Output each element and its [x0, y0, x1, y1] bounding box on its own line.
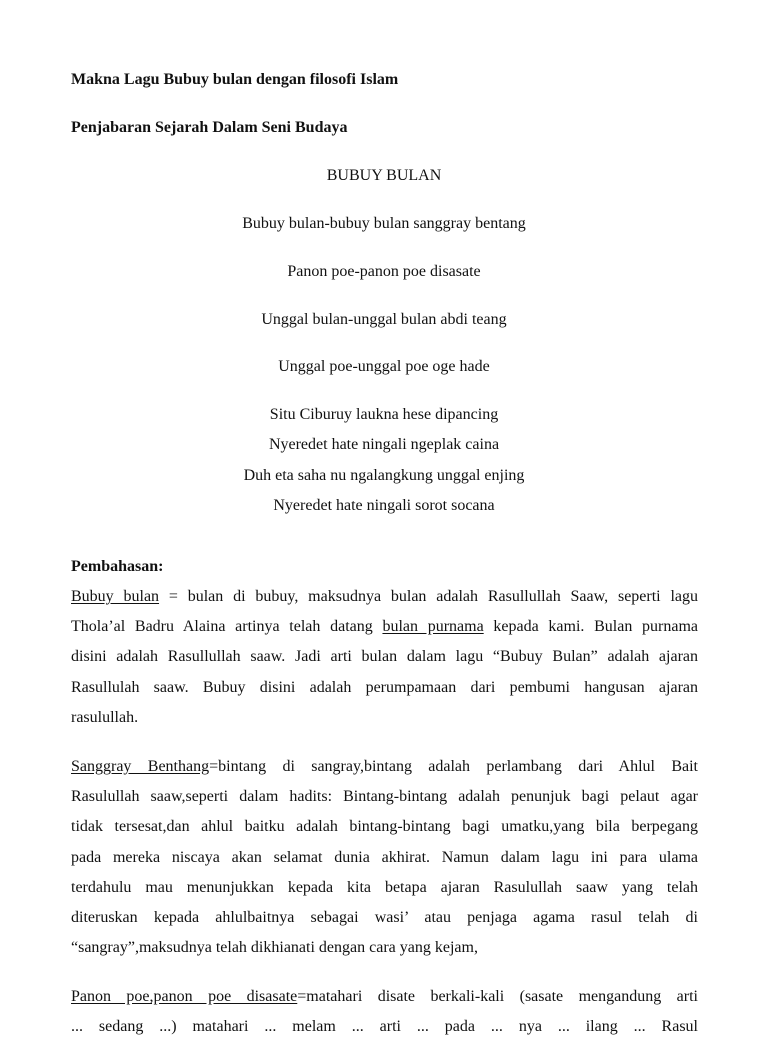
paragraph-line: terdahulu mau menunjukkan kepada kita betapa ajaran Rasulullah saaw yang telah	[71, 878, 698, 896]
paragraph-line: disini adalah Rasullullah saaw. Jadi arti bulan dalam lagu “Bubuy Bulan” adalah ajaran	[71, 648, 698, 666]
paragraph-line: Rasullulah saaw. Bubuy disini adalah perumpamaan dari pembumi hangusan ajaran	[71, 678, 698, 696]
song-title: BUBUY BULAN	[326, 167, 442, 184]
verse-line: Panon poe-panon poe disasate	[287, 263, 481, 280]
stanza-line: Nyeredet hate ningali sorot socana	[273, 497, 495, 514]
paragraph-line: “sangray”,maksudnya telah dikhianati dengan cara yang kejam,	[71, 939, 478, 957]
paragraph-bubuy-bulan	[71, 582, 698, 733]
term-bubuy-bulan: Bubuy bulan	[71, 588, 160, 605]
term-bulan-purnama: bulan purnama	[382, 618, 484, 636]
paragraph-sanggray-benthang	[71, 752, 698, 963]
paragraph-line: ... sedang ...) matahari ... melam ... arti ... pada ... nya ... ilang ... Rasul	[71, 1018, 698, 1036]
paragraph-line: Bubuy bulan = bulan di bubuy, maksudnya bulan adalah Rasullullah Saaw, seperti lagu	[71, 588, 698, 605]
document-title: Makna Lagu Bubuy bulan dengan filosofi Islam	[71, 71, 399, 88]
stanza-line: Situ Ciburuy laukna hese dipancing	[269, 406, 499, 423]
term-sanggray-benthang: Sanggray Benthang	[71, 758, 210, 775]
stanza-line: Nyeredet hate ningali ngeplak caina	[268, 436, 500, 453]
paragraph-line: Rasulullah saaw,seperti dalam hadits: Bintang-bintang adalah penunjuk bagi pelaut agar	[71, 788, 698, 806]
paragraph-line: diteruskan kepada ahlulbaitnya sebagai wasi’ atau penjaga agama rasul telah di	[71, 908, 698, 926]
verse-line: Unggal bulan-unggal bulan abdi teang	[261, 311, 507, 328]
verse-line: Unggal poe-unggal poe oge hade	[278, 358, 490, 375]
term-panon-poe: Panon poe,panon poe disasate	[71, 988, 298, 1005]
verse-line: Bubuy bulan-bubuy bulan sanggray bentang	[242, 215, 526, 232]
paragraph-line: Sanggray Benthang=bintang di sangray,bintang adalah perlambang dari Ahlul Bait	[71, 758, 699, 775]
paragraph-line: tidak tersesat,dan ahlul baitku adalah bintang-bintang bagi umatku,yang bila berpegang	[71, 818, 698, 836]
paragraph-line: pada mereka niscaya akan selamat dunia akhirat. Namun dalam lagu ini para ulama	[71, 848, 698, 866]
paragraph-line: Panon poe,panon poe disasate=matahari disate berkali-kali (sasate mengandung arti	[71, 988, 698, 1005]
paragraph-line: Thola’al Badru Alaina artinya telah datang bulan purnama kepada kami. Bulan purnama	[71, 618, 698, 636]
document-subtitle: Penjabaran Sejarah Dalam Seni Budaya	[71, 119, 348, 136]
paragraph-line: rasulullah.	[71, 708, 139, 726]
discussion-heading: Pembahasan:	[71, 558, 164, 575]
paragraph-panon-poe	[71, 982, 698, 1042]
stanza-line: Duh eta saha nu ngalangkung unggal enjing	[243, 467, 525, 484]
